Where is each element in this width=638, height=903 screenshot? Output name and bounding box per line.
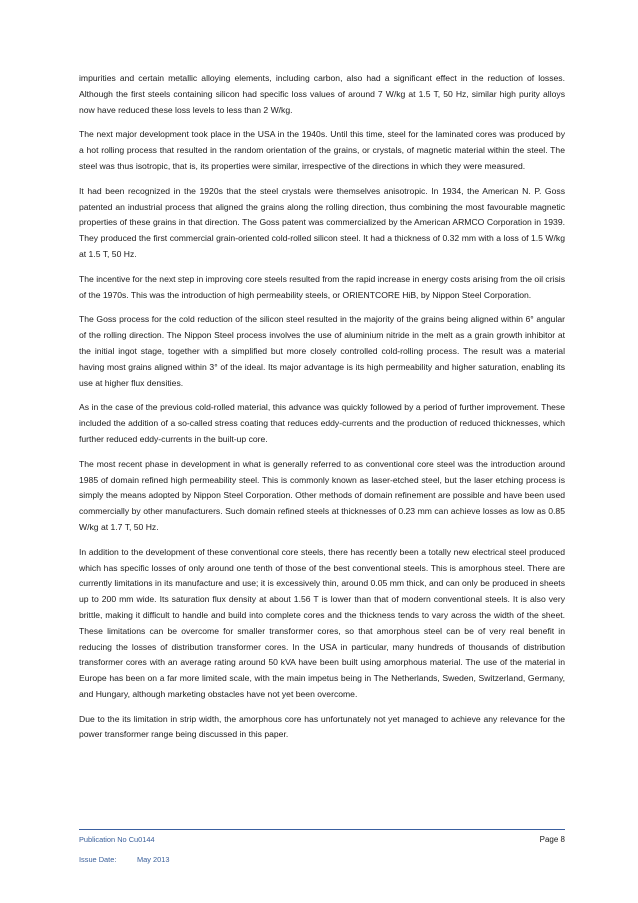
footer-row-issue — [79, 855, 565, 864]
issue-date-value: May 2013 — [137, 855, 170, 864]
paragraph-9: Due to the its limitation in strip width, the amorphous core has unfortunately not yet managed to achieve any relevance for the power transformer range being discussed in this paper. — [79, 713, 565, 740]
footer-row-publication — [79, 835, 565, 847]
paragraph-1: impurities and certain metallic alloying elements, including carbon, also had a significant effect in the reduction of losses. Although the first steels containing silicon had specific loss values of around 7 W/kg at 1.5 T, 50 Hz, similar high purity alloys now have reduced these loss levels to less than 2 W/kg. — [79, 73, 565, 115]
paragraph-2: The next major development took place in the USA in the 1940s. Until this time, steel for the laminated cores was produced by a hot rolling process that resulted in the random orientation of the grains, or crystals, of magnetic material within the steel. The steel was thus isotropic, that is, its properties were similar, irrespective of the directions in which they were measured. — [79, 129, 565, 171]
publication-number: Publication No Cu0144 — [79, 835, 155, 844]
paragraph-3: It had been recognized in the 1920s that the steel crystals were themselves anisotropic. In 1934, the American N. P. Goss patented an industrial process that aligned the grains along the rolling direction, thus combining the most favourable magnetic properties of these grains in that direction. The Goss patent was commercialized by the American ARMCO Corporation in 1939. They produced the first commercial grain-oriented cold-rolled silicon steel. It had a thickness of 0.32 mm with a loss of 1.5 W/kg at 1.5 T, 50 Hz. — [79, 185, 565, 259]
paragraph-7: The most recent phase in development in what is generally referred to as conventional core steel was the introduction around 1985 of domain refined high permeability steel. This is commonly known as laser-etched steel, but the laser etching process is simply the means adopted by Nippon Steel Corporation. Other methods of domain refinement are possible and have been used commercially by other manufacturers. Such domain refined steels at thicknesses of 0.23 mm can achieve losses as low as 0.85 W/kg at 1.7 T, 50 Hz. — [79, 458, 565, 532]
page-number: Page 8 — [539, 835, 565, 844]
paragraph-4: The incentive for the next step in improving core steels resulted from the rapid increase in energy costs arising from the oil crisis of the 1970s. This was the introduction of high permeability steels, or ORIENTCORE HiB, by Nippon Steel Corporation. — [79, 273, 565, 300]
paragraph-6: As in the case of the previous cold-rolled material, this advance was quickly followed by a period of further improvement. These included the addition of a so-called stress coating that reduces eddy-currents and the production of reduced thicknesses, which further reduced eddy-currents in the built-up core. — [79, 402, 565, 444]
body-text — [79, 71, 565, 752]
paragraph-5: The Goss process for the cold reduction of the silicon steel resulted in the majority of the grains being aligned within 6° angular of the rolling direction. The Nippon Steel process involves the use of aluminium nitride in the melt as a grain growth inhibitor at the initial ingot stage, together with a simplified but more closely controlled cold-rolling process. The result was a material having most grains aligned within 3° of the ideal. Its major advantage is its high permeability and higher saturation, enabling its use at higher flux densities. — [79, 314, 565, 388]
issue-date-label: Issue Date: — [79, 855, 117, 864]
paragraph-8: In addition to the development of these conventional core steels, there has recently been a totally new electrical steel produced which has specific losses of only around one tenth of those of the best conventional steels. This is amorphous steel. There are currently limitations in its manufacture and use; it is excessively thin, around 0.05 mm thick, and can only be produced in sheets up to 200 mm wide. Its saturation flux density at about 1.56 T is lower than that of modern conventional steels. It is also very brittle, making it difficult to handle and build into complete cores and the thickness tends to vary across the width of the sheet. These limitations can be overcome for smaller transformer cores, so that amorphous steel can be of very real benefit in reducing the losses of distribution transformer cores. In the USA in particular, many hundreds of thousands of distribution transformer cores with an average rating around 50 kVA have been built using amorphous material. The use of the material in Europe has been on a far more limited scale, with the main impetus being in The Netherlands, Sweden, Switzerland, Germany, and Hungary, although marketing obstacles have not yet been overcome. — [79, 546, 565, 699]
page-footer — [79, 829, 565, 864]
